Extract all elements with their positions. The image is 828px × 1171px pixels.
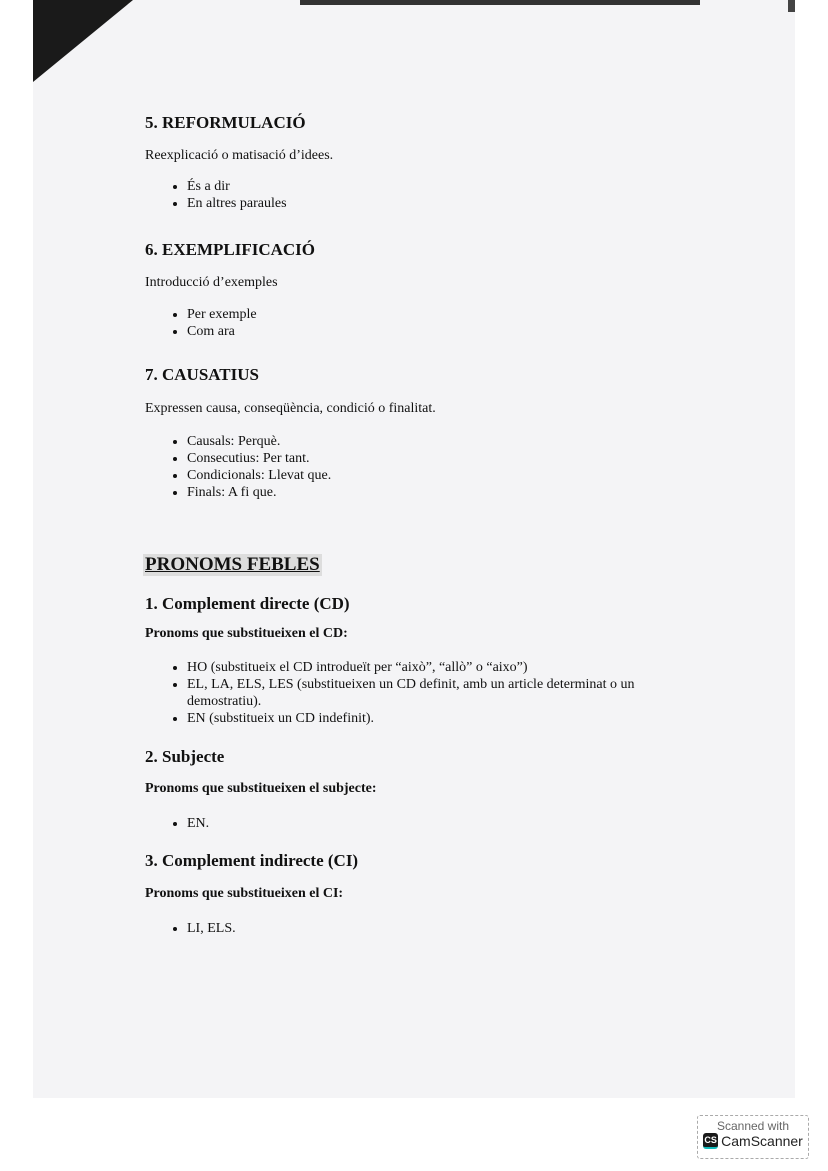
section-title: 5. REFORMULACIÓ — [145, 113, 306, 132]
pronoms-heading-block — [143, 554, 322, 576]
section-reformulacio — [145, 113, 333, 212]
section-title: 6. EXEMPLIFICACIÓ — [145, 240, 316, 259]
section-title: 1. Complement directe (CD) — [145, 594, 350, 613]
list-item: • Condicionals: Llevat que. — [187, 467, 436, 484]
section-title: 7. CAUSATIUS — [145, 365, 259, 384]
watermark-line1: Scanned with — [716, 1119, 790, 1133]
list-item: • Per exemple — [187, 306, 315, 323]
list-item: • LI, ELS. — [187, 920, 358, 937]
list-item: • EL, LA, ELS, LES (substitueixen un CD definit, amb un article determinat o un demostratiu). — [187, 676, 665, 710]
list-item: • EN (substitueix un CD indefinit). — [187, 710, 665, 727]
list-item: • Causals: Perquè. — [187, 433, 436, 450]
watermark-line2: CamScanner — [721, 1133, 803, 1149]
list-item: • HO (substitueix el CD introduеït per “això”, “allò” o “aixo”) — [187, 659, 665, 676]
section-subjecte — [145, 747, 377, 832]
camscanner-logo-icon: CS — [703, 1133, 718, 1149]
section-title: 2. Subjecte — [145, 747, 225, 766]
section-desc: Pronoms que substitueixen el CD: — [145, 626, 348, 641]
section-cd — [145, 594, 665, 727]
scan-shadow-corner — [33, 0, 133, 82]
section-desc: Pronoms que substitueixen el CI: — [145, 886, 344, 901]
section-ci — [145, 851, 358, 937]
list-item: • EN. — [187, 815, 377, 832]
section-title: 3. Complement indirecte (CI) — [145, 851, 359, 870]
camscanner-watermark — [697, 1115, 809, 1159]
list-item: • Consecutius: Per tant. — [187, 450, 436, 467]
section-causatius — [145, 365, 436, 501]
list-item: • En altres paraules — [187, 195, 333, 212]
section-desc: Expressen causa, conseqüència, condició o finalitat. — [145, 401, 436, 416]
scan-edge — [300, 0, 700, 5]
section-exemplificacio — [145, 240, 315, 340]
list-item: • És a dir — [187, 178, 333, 195]
list-item: • Com ara — [187, 323, 315, 340]
section-desc: Reexplicació o matisació d’idees. — [145, 148, 334, 163]
scan-edge-right — [788, 0, 795, 12]
section-desc: Introducció d’exemples — [145, 275, 278, 290]
section-desc: Pronoms que substitueixen el subjecte: — [145, 781, 377, 796]
pronoms-title: PRONOMS FEBLES — [145, 554, 320, 575]
list-item: • Finals: A fi que. — [187, 484, 436, 501]
